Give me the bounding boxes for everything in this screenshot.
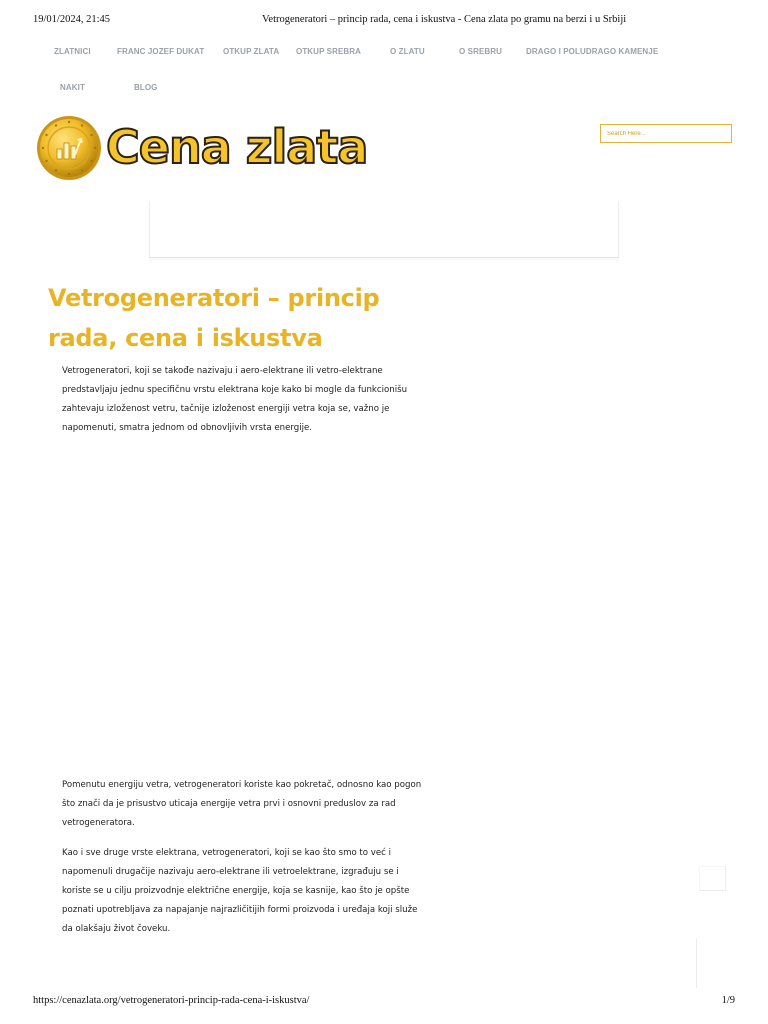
side-divider	[696, 938, 697, 988]
article-title: Vetrogeneratori – princip rada, cena i iskustva	[48, 284, 380, 352]
nav-item-zlatnici[interactable]: ZLATNICI	[54, 47, 91, 56]
side-widget-box[interactable]	[699, 866, 726, 891]
print-header	[0, 14, 768, 30]
print-footer	[0, 995, 768, 1009]
print-page-number: 1/9	[721, 995, 735, 1006]
print-datetime: 19/01/2024, 21:45	[33, 14, 111, 25]
ad-placeholder	[149, 201, 619, 258]
article-paragraph-3: Kao i sve druge vrste elektrana, vetrogeneratori, koji se kao što smo to već i napomenuli drugačije nazivaju aero-elektrane ili vetroelektrane, izgrađuju se i koriste se u cilju proizvodnje električne energije, koja se kasnije, kao što je opšte poznati upotrebljava za napajanje najrazličitijih formi proizvoda i uređaja koji služe da olakšaju život čoveku.	[62, 848, 418, 934]
nav-item-drago-i-poludrago-kamenje[interactable]: DRAGO I POLUDRAGO KAMENJE	[526, 47, 659, 56]
nav-item-otkup-srebra[interactable]: OTKUP SREBRA	[296, 47, 362, 56]
print-page-title: Vetrogeneratori – princip rada, cena i iskustva - Cena zlata po gramu na berzi i u Srbiji	[262, 14, 627, 25]
nav-item-o-srebru[interactable]: O SREBRU	[459, 47, 503, 56]
gold-coin-logo-icon	[36, 115, 102, 181]
nav-item-o-zlatu[interactable]: O ZLATU	[390, 47, 425, 56]
nav-item-otkup-zlata[interactable]: OTKUP ZLATA	[223, 47, 280, 56]
print-page-url: https://cenazlata.org/vetrogeneratori-princip-rada-cena-i-iskustva/	[33, 995, 310, 1006]
nav-item-blog[interactable]: BLOG	[134, 83, 158, 92]
nav-item-nakit[interactable]: NAKIT	[60, 83, 85, 92]
nav-item-franc-jozef-dukat[interactable]: FRANC JOZEF DUKAT	[117, 47, 205, 56]
site-logo[interactable]	[36, 115, 381, 181]
search-input[interactable]	[600, 124, 732, 143]
logo-text: Cena zlata	[106, 120, 368, 174]
article-paragraph-1: Vetrogeneratori, koji se takođe nazivaju i aero-elektrane ili vetro-elektrane predstavljaju jednu specifičnu vrstu elektrana koje kako bi mogle da funkcionišu zahtevaju izloženost vetru, tačnije izloženost energiji vetra koja se, važno je napomenuti, smatra jednom od obnovljivih vrsta energije.	[62, 366, 408, 433]
article-paragraph-2: Pomenutu energiju vetra, vetrogeneratori koriste kao pokretač, odnosno kao pogon što znači da je prisustvo uticaja energije vetra prvi i osnovni preduslov za rad vetrogeneratora.	[62, 780, 422, 828]
